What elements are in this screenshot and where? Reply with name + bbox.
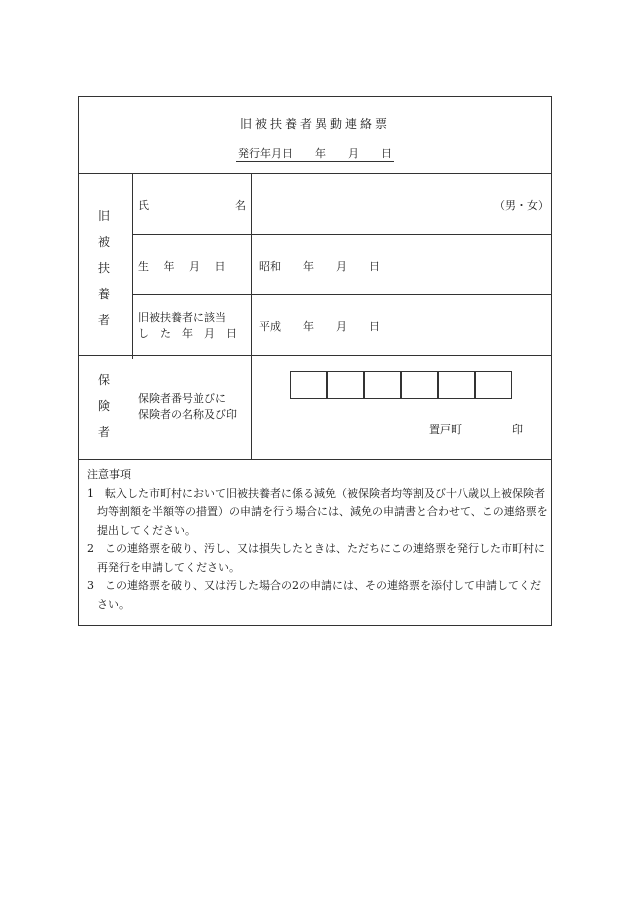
insurer-number-box[interactable]: [401, 371, 438, 399]
gender-field: （男・女）: [494, 199, 549, 212]
note-item-2: 2 この連絡票を破り、汚し、又は損失したときは、ただちにこの連絡票を発行した市町村に再発行を申請してください。: [87, 542, 545, 574]
dependent-date-label-1: 旧被扶養者に該当: [138, 311, 226, 324]
insurer-number-box[interactable]: [475, 371, 512, 399]
divider-name-row: [132, 234, 551, 235]
name-label: 氏: [138, 199, 149, 212]
insurer-label-1: 保険者番号並びに: [138, 392, 226, 405]
issue-date-line: [79, 145, 551, 161]
divider-col-label: [251, 173, 252, 459]
divider-insurer-section: [79, 459, 551, 460]
birth-date-label: 生 年 月 日: [138, 260, 226, 273]
note-item-1: 1 転入した市町村において旧被扶養者に係る減免（被保険者均等割及び十八歳以上被保険者均等割額を半額等の措置）の申請を行う場合には、減免の申請書と合わせて、この連絡票を提出してください。: [87, 486, 548, 537]
insurer-number-box[interactable]: [290, 371, 327, 399]
dependent-change-notice-form: [78, 96, 552, 626]
issue-date-label: 発行年月日 年 月 日: [238, 147, 392, 160]
name-label-2: 名: [235, 199, 246, 212]
dependent-date-label-2: し た 年 月 日: [138, 327, 237, 340]
divider-dependent-section: [79, 355, 551, 356]
dependent-section-label: 旧 被 扶 養 者: [97, 209, 110, 327]
seal-mark: 印: [512, 423, 523, 436]
insurer-label-2: 保険者の名称及び印: [138, 408, 237, 421]
birth-date-value: 昭和 年 月 日: [259, 260, 380, 273]
divider-birth-row: [132, 294, 551, 295]
insurer-number-box[interactable]: [438, 371, 475, 399]
insurer-number-box[interactable]: [364, 371, 401, 399]
insurer-town-name: 置戸町: [429, 423, 462, 436]
dependent-date-value: 平成 年 月 日: [259, 320, 380, 333]
notes-heading: 注意事項: [87, 468, 131, 481]
form-title: 旧被扶養者異動連絡票: [239, 117, 390, 131]
insurer-section-label: 保 険 者: [97, 373, 110, 439]
notes-section: [87, 466, 549, 614]
note-item-3: 3 この連絡票を破り、又は汚した場合の2の申請には、その連絡票を添付して申請してください。: [87, 579, 541, 611]
divider-header: [79, 173, 551, 174]
divider-col-dependent: [132, 173, 133, 359]
insurer-number-box[interactable]: [327, 371, 364, 399]
